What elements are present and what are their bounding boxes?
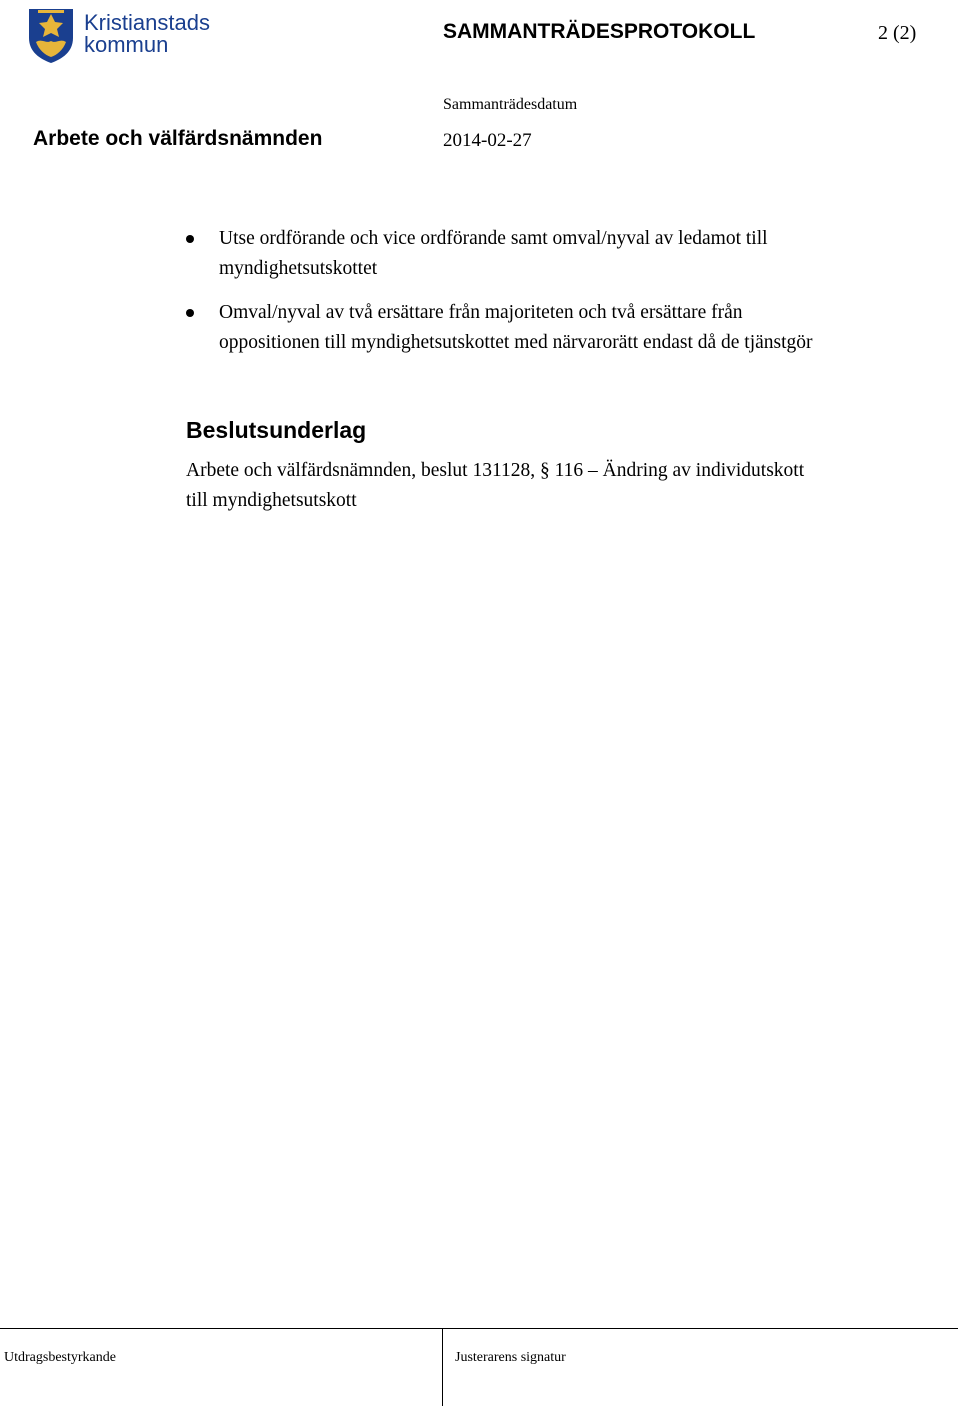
list-item-text: Utse ordförande och vice ordförande samt omval/nyval av ledamot till myndighetsutskottet	[219, 228, 768, 279]
logo-wordmark	[84, 12, 210, 56]
list-item-text: Omval/nyval av två ersättare från majoriteten och två ersättare från oppositionen till myndighetsutskottet med närvarorätt endast då de tjänstgör	[219, 302, 813, 353]
bullet-icon	[186, 309, 194, 317]
section-body-text: Arbete och välfärdsnämnden, beslut 131128, § 116 – Ändring av individutskott till myndighetsutskott	[186, 460, 805, 511]
meeting-date-label: Sammanträdesdatum	[443, 96, 578, 113]
logo-line2: kommun	[84, 32, 169, 57]
footer-rule	[0, 1328, 958, 1329]
page-number: 2 (2)	[878, 22, 917, 44]
meeting-date-value: 2014-02-27	[443, 130, 532, 151]
footer-extract-certification-label: Utdragsbestyrkande	[4, 1350, 116, 1365]
coat-of-arms-icon	[26, 6, 76, 64]
footer-signature-label: Justerarens signatur	[455, 1350, 566, 1365]
section-heading: Beslutsunderlag	[186, 417, 367, 443]
document-title: SAMMANTRÄDESPROTOKOLL	[443, 20, 756, 43]
committee-name: Arbete och välfärdsnämnden	[33, 127, 323, 150]
agenda-bullet-list	[186, 224, 836, 372]
footer-divider	[442, 1328, 443, 1406]
municipality-logo	[26, 6, 226, 66]
list-item	[186, 224, 836, 284]
list-item	[186, 298, 836, 358]
bullet-icon	[186, 235, 194, 243]
logo-line1: Kristianstads	[84, 10, 210, 35]
